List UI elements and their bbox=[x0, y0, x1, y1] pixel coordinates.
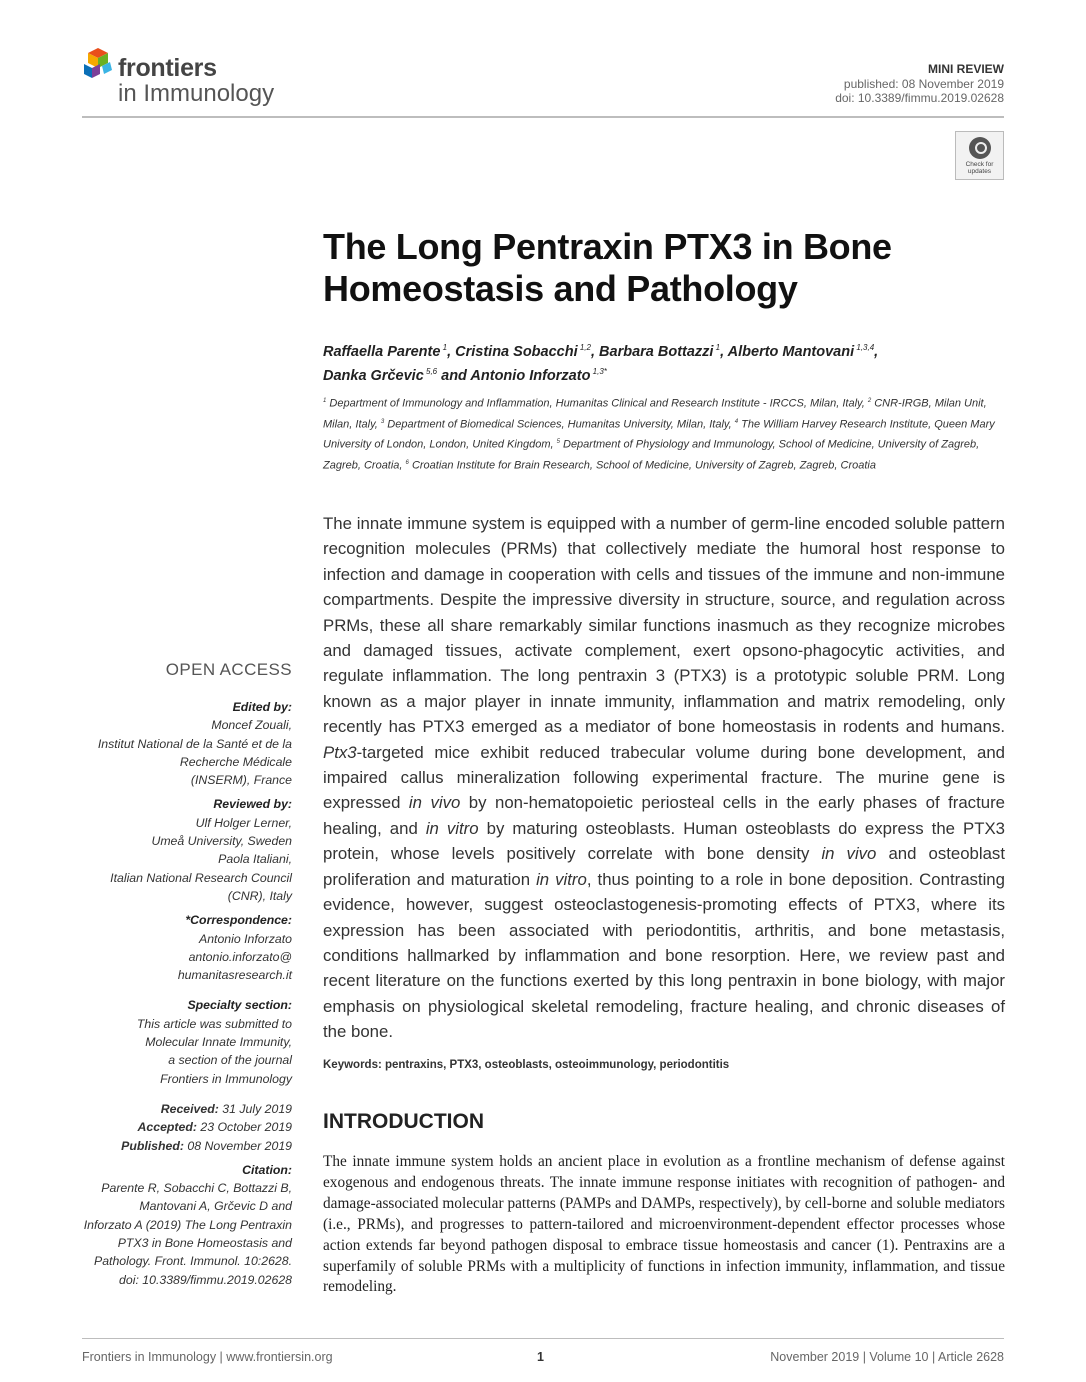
article-sidebar bbox=[62, 698, 292, 1295]
affiliation-number: 6 bbox=[405, 459, 409, 466]
reviewed-by-label: Reviewed by: bbox=[213, 797, 292, 812]
author-name[interactable]: Danka Grčevic bbox=[323, 367, 424, 384]
reviewed-by-list bbox=[62, 814, 292, 905]
section-heading-introduction: INTRODUCTION bbox=[323, 1110, 484, 1133]
author-affiliation-mark: 1,3,4 bbox=[854, 343, 875, 352]
sidebar-line: (INSERM), France bbox=[190, 773, 292, 788]
published-date: published: 08 November 2019 bbox=[843, 76, 1004, 91]
sidebar-line: Parente R, Sobacchi C, Bottazzi B, bbox=[101, 1181, 292, 1196]
footer-journal-link[interactable]: Frontiers in Immunology | www.frontiersin.org bbox=[82, 1350, 333, 1364]
sidebar-line: Institut National de la Santé et de la bbox=[97, 736, 292, 751]
abstract-segment: -targeted mice exhibit reduced trabecular volume during bone development, and impaired callus mineralization following experimental fracture. The murine gene is expressed bbox=[323, 742, 1005, 813]
published-line bbox=[62, 1137, 292, 1155]
author-affiliation-mark: 1 bbox=[440, 343, 448, 352]
published-label: Published: bbox=[121, 1138, 184, 1153]
edited-by-label: Edited by: bbox=[232, 700, 292, 714]
sidebar-line: Umeå University, Sweden bbox=[151, 834, 292, 849]
affiliation-text: CNR-IRGB, Milan Unit, Milan, Italy, bbox=[323, 397, 987, 431]
sidebar-line: Moncef Zouali, bbox=[211, 718, 292, 733]
sidebar-line: Paola Italiani, bbox=[218, 852, 292, 867]
abstract-segment: and osteoblast proliferation and maturation bbox=[323, 844, 1005, 889]
affiliation-text: Department of Biomedical Sciences, Humanitas University, Milan, Italy, bbox=[384, 418, 735, 431]
affiliation-text: The William Harvey Research Institute, Queen Mary University of London, London, United Kingdom, bbox=[323, 418, 995, 451]
sidebar-line: This article was submitted to bbox=[136, 1016, 292, 1031]
sidebar-line: doi: 10.3389/fimmu.2019.02628 bbox=[119, 1272, 292, 1287]
edited-by-section bbox=[62, 698, 292, 789]
received-date: 31 July 2019 bbox=[218, 1101, 292, 1116]
author-affiliation-mark: 5,6 bbox=[423, 366, 438, 376]
keywords: Keywords: pentraxins, PTX3, osteoblasts, osteoimmunology, periodontitis bbox=[323, 1059, 730, 1071]
sidebar-line: Molecular Innate Immunity, bbox=[145, 1035, 292, 1050]
sidebar-line: Ulf Holger Lerner, bbox=[195, 815, 292, 830]
sidebar-line: Frontiers in Immunology bbox=[160, 1071, 292, 1086]
received-line bbox=[62, 1100, 292, 1118]
article-meta bbox=[835, 62, 1004, 106]
page-number: 1 bbox=[537, 1350, 544, 1364]
author-name[interactable]: Barbara Bottazzi bbox=[599, 343, 714, 360]
footer-issue-info: November 2019 | Volume 10 | Article 2628 bbox=[770, 1350, 1004, 1364]
affiliation-number: 1 bbox=[323, 398, 327, 404]
specialty-list bbox=[62, 1015, 292, 1088]
sidebar-line: Italian National Research Council bbox=[110, 870, 292, 885]
citation-list bbox=[62, 1179, 292, 1289]
specialty-label: Specialty section: bbox=[187, 998, 292, 1013]
abstract-italic-term: in vitro bbox=[425, 818, 479, 838]
abstract bbox=[323, 511, 1005, 1045]
abstract-italic-term: Ptx3 bbox=[323, 742, 357, 762]
sidebar-line: Pathology. Front. Immunol. 10:2628. bbox=[94, 1254, 292, 1269]
affiliation-text: Department of Physiology and Immunology, School of Medicine, University of Zagreb, Zagreb, Croatia, bbox=[323, 438, 980, 472]
affiliation-text: Department of Immunology and Inflammation, Humanitas Clinical and Research Institute - IRCCS, Milan, Italy, bbox=[326, 397, 868, 410]
received-label: Received: bbox=[160, 1101, 219, 1116]
affiliation-number: 4 bbox=[734, 418, 739, 425]
affiliation-number: 3 bbox=[380, 418, 385, 425]
header-divider bbox=[82, 116, 1004, 118]
frontiers-logo-icon bbox=[82, 46, 114, 82]
check-for-updates-badge[interactable] bbox=[955, 131, 1004, 180]
check-updates-icon bbox=[969, 137, 991, 159]
abstract-segment: , thus pointing to a role in bone deposition. Contrasting evidence, however, suggest osteoclastogenesis-promoting effects of PTX3, where its expression has been associated with periodontitis, arthritis, and bone metastasis, conditions hallmarked by inflammation and bone resorption. Here, we review past and recent literature on the functions exerted by this long pentraxin in bone biology, with major emphasis on physiological skeletal remodeling, fracture healing, and chronic diseases of the bone. bbox=[323, 869, 1005, 1042]
correspondence-section bbox=[62, 911, 292, 984]
sidebar-line: Antonio Inforzato bbox=[199, 931, 292, 946]
sidebar-line: (CNR), Italy bbox=[227, 888, 292, 903]
sidebar-line: antonio.inforzato@ bbox=[188, 949, 292, 964]
abstract-italic-term: in vivo bbox=[821, 844, 877, 864]
journal-name-secondary: in Immunology bbox=[118, 80, 275, 107]
author-name[interactable]: Cristina Sobacchi bbox=[455, 343, 578, 360]
accepted-line bbox=[62, 1118, 292, 1136]
journal-logo bbox=[82, 44, 312, 110]
footer-divider bbox=[82, 1338, 1004, 1339]
sidebar-line: Mantovani A, Grčevic D and bbox=[139, 1199, 292, 1214]
author-list: Raffaella Parente $^1$, Cristina Sobacchi $^{1,2}$, Barbara Bottazzi $^1$, Alberto Mantovani $^{1,3,4}$, Danka Grčevic $^{5,6}$ and Antonio Inforzato $^{1,3*}$ bbox=[323, 343, 879, 384]
correspondence-label: *Correspondence: bbox=[185, 913, 292, 928]
sidebar-line: Inforzato A (2019) The Long Pentraxin bbox=[83, 1217, 292, 1232]
author-name[interactable]: Alberto Mantovani bbox=[727, 343, 855, 360]
affiliation-number: 5 bbox=[556, 439, 560, 446]
sidebar-line: a section of the journal bbox=[168, 1053, 292, 1068]
published-date-sidebar: 08 November 2019 bbox=[183, 1138, 292, 1153]
citation-section bbox=[62, 1161, 292, 1289]
article-type: MINI REVIEW bbox=[927, 62, 1004, 76]
abstract-segment: by maturing osteoblasts. Human osteoblasts do express the PTX3 protein, whose levels positively correlate with bone density bbox=[323, 818, 1005, 864]
reviewed-by-section bbox=[62, 795, 292, 905]
citation-label: Citation: bbox=[242, 1162, 292, 1177]
accepted-label: Accepted: bbox=[137, 1120, 197, 1135]
article-doi[interactable]: doi: 10.3389/fimmu.2019.02628 bbox=[835, 91, 1004, 105]
affiliation-number: 2 bbox=[867, 398, 872, 404]
affiliations bbox=[323, 392, 1008, 475]
correspondence-list[interactable] bbox=[62, 930, 292, 985]
abstract-italic-term: in vivo bbox=[408, 793, 461, 813]
check-updates-label: Check for updates bbox=[965, 161, 994, 175]
journal-name-primary: frontiers bbox=[118, 54, 217, 82]
author-affiliation-mark: 1 bbox=[713, 343, 721, 352]
author-affiliation-mark: 1,3* bbox=[590, 366, 607, 376]
author-name[interactable]: Antonio Inforzato bbox=[470, 367, 591, 384]
introduction-text: The innate immune system holds an ancient place in evolution as a frontline mechanism of defense against exogenous and endogenous threats. The innate immune response initiates with recognition of pathogen- and damage-associated molecular patterns (PAMPs and DAMPs, respectively), by cell-borne and soluble mediators (i.e., PRMs), and progresses to pattern-tailored and microenvironment-dependent effector processes whose action extends far beyond pathogen disposal to embrace tissue homeostasis and cancer (1). Pentraxins are a superfamily of soluble PRMs with a multiplicity of functions in infection immunity, inflammation, and tissue remodeling. bbox=[323, 1153, 1005, 1296]
affiliation-text: Croatian Institute for Brain Research, School of Medicine, University of Zagreb, Zagreb, Croatia bbox=[408, 459, 876, 472]
specialty-section bbox=[62, 996, 292, 1087]
author-name[interactable]: Raffaella Parente bbox=[323, 343, 441, 360]
accepted-date: 23 October 2019 bbox=[196, 1120, 292, 1135]
sidebar-line: Recherche Médicale bbox=[179, 754, 292, 769]
open-access-label: OPEN ACCESS bbox=[165, 660, 292, 679]
sidebar-line: PTX3 in Bone Homeostasis and bbox=[117, 1236, 292, 1251]
dates-section bbox=[62, 1100, 292, 1155]
edited-by-list bbox=[62, 716, 292, 789]
author-affiliation-mark: 1,2 bbox=[577, 343, 591, 352]
abstract-segment: The innate immune system is equipped with a number of germ-line encoded soluble pattern recognition molecules (PRMs) that collectively mediate the humoral host response to infection and damage in cooperation with cells and tissues of the immune and non-immune compartments. Despite the impressive diversity in structure, source, and regulation across PRMs, these all share remarkably similar functions inasmuch as they recognize microbes and damaged tissues, activate complement, exert opsono-phagocytic activities, and regulate inflammation. The long pentraxin 3 (PTX3) is a prototypic soluble PRM. Long known as a major player in innate immunity, inflammation and matrix remodeling, only recently has PTX3 emerged as a mediator of bone homeostasis in rodents and humans. bbox=[323, 514, 1005, 737]
abstract-italic-term: in vitro bbox=[536, 869, 587, 889]
article-title: The Long Pentraxin PTX3 in Bone Homeostasis and Pathology bbox=[323, 226, 892, 309]
sidebar-line: humanitasresearch.it bbox=[177, 968, 292, 983]
abstract-segment: by non-hematopoietic periosteal cells in the early phases of fracture healing, and bbox=[323, 793, 1005, 838]
